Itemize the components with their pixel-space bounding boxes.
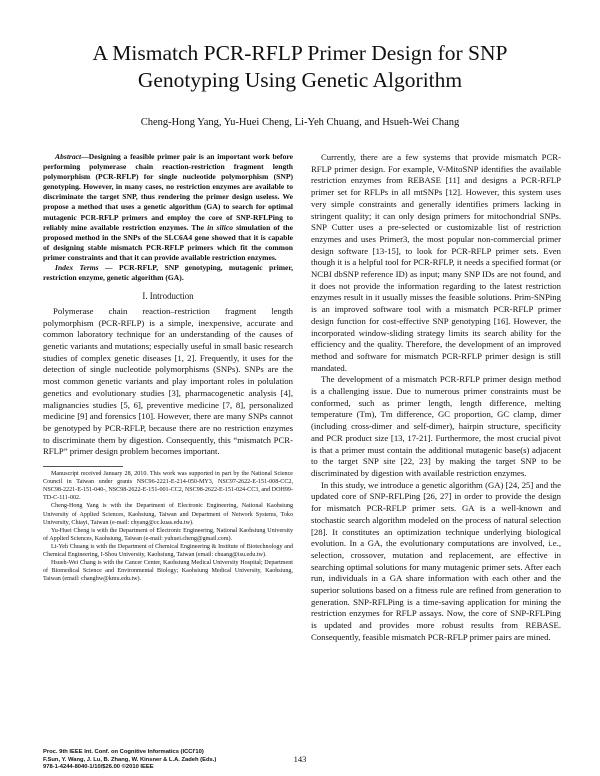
footnote-author-1: Cheng-Hong Yang is with the Department of Electronic Engineering, National Kaohsiung University of Applied Sciences, Kaohsiung, Taiwan and Department of Network Systems, Toko University, Chiayi, Taiwan (e-mail: chyang@cc.kuas.edu.tw). bbox=[43, 503, 293, 526]
footnote-author-2: Yu-Huei Cheng is with the Department of Electronic Engineering, National Kaohsiung University of Applied Sciences, Kaohsiung, Taiwan (e-mail: yuhuei.cheng@gmail.com). bbox=[43, 527, 293, 542]
footnote-funding: Manuscript received January 28, 2010. This work was supported in part by the National Science Council in Taiwan under grants NSC96-2221-E-214-050-MY3, NSC97-2622-E-151-008-CC2, NSC98-2221-E-151-040-, NSC98-2622-E-151-001-CC2, NSC98-2622-E-151-024-CC3, and DOH99-TD-C-111-002. bbox=[43, 471, 293, 502]
intro-paragraph: Polymerase chain reaction–restriction fragment length polymorphism (PCR-RFLP) is a simple, inexpensive, accurate and common laboratory technique for an understanding of the causes of genetic variants and mutations; especially useful in small basic research studies of complex genetic diseases [1, 2]. Frequently, it uses for the detection of single nucleotide polymorphisms (SNPs). SNPs are the most common genetic variants and play important roles in polulation genetics and evolutionary studies [3], pharmacogenetic analysis [4], malignancies studies [5, 6], preventive medicine [7, 8], personalized medicine [9] and forensics [10]. However, there are many SNPs cannot be genotyped by PCR-RFLP, because there are no restriction enzymes to discriminate them by digestion. Consequently, this “mismatch PCR-RFLP” primer design problem becomes important. bbox=[43, 305, 293, 457]
footer-line: Proc. 9th IEEE Int. Conf. on Cognitive Informatics (ICCI'10) bbox=[43, 749, 204, 755]
right-column bbox=[311, 152, 561, 644]
left-column bbox=[43, 152, 293, 583]
body-paragraph: Currently, there are a few systems that provide mismatch PCR-RFLP primer design. For example, V-MitoSNP identifies the available restriction enzymes from REBASE [11] and designs a PCR-RFLP primer set for RFLPs in all mtSNPs [12]. However, this system uses very simple constraints and generally identifies primers lacking in stringent quality; it can only design primers for mitochondrial SNPs. SNP Cutter uses a pre-selected or customizable list of restriction enzymes and uses Primer3, the most popular non-commercial primer design software [13-15], to look for PCR-RFLP primer sets. Even though it is a helpful tool for PCR-RFLP, it needs a specified format (or NCBI dbSNP reference ID) as input; many SNP IDs are not found, and it does not provide the information regarding to the latest restriction enzymes result in it usually misses the feasible solutions. Prim-SNPing is an improved software tool with a mismatch PCR-RFLP primer design function for cost-effective SNP genotyping [16]. However, the incorporated window-sliding strategy limits its search ability for the efficiency and the quality. Therefore, the development of an improved method and software for mismatch PCR-RFLP primer design is still mandated. bbox=[311, 152, 561, 373]
footnote-author-3: Li-Yeh Chuang is with the Department of Chemical Engineering & Institute of Biotechnology and Chemical Engineering, I-Shou University, Kaohsiung, Taiwan (email: chuang@isu.edu.tw). bbox=[43, 543, 293, 558]
abstract-text: —Designing a feasible primer pair is an important work before performing polymerase chain reaction-restriction fragment length polymorphism (PCR-RFLP) for single nucleotide polymorphism (SNP) genotyping. However, in many cases, no restriction enzymes are available to discriminate the target SNP, thus rendering the primer design useless. We propose a method that uses a genetic algorithm (GA) to search for optimal mutagenic PCR-RFLP primers and employ the core of SNP-RFLPing to reliably mine available restriction enzymes. The bbox=[43, 152, 293, 232]
abstract-label: Abstract bbox=[55, 152, 82, 161]
abstract-italic: in silico bbox=[207, 222, 233, 232]
page-number: 143 bbox=[293, 754, 307, 764]
index-terms bbox=[43, 263, 293, 283]
proceedings-footer bbox=[43, 749, 216, 772]
index-terms-label: Index Terms bbox=[55, 263, 99, 273]
paper-title: A Mismatch PCR-RFLP Primer Design for SNP Genotyping Using Genetic Algorithm bbox=[92, 41, 508, 92]
abstract bbox=[43, 152, 293, 263]
body-paragraph: In this study, we introduce a genetic algorithm (GA) [24, 25] and the updated core of SNP-RFLPing [26, 27] in order to provide the design for mismatch PCR-RFLP primer sets. GA is a well-known and stochastic search algorithm modeled on the process of natural selection [28]. It constitutes an optimization technique underlying biological evolution. In a GA, the evolutionary computations are involved, i.e., selection, crossover, mutation and replacement, are effective in searching optimal solutions for many mutagenic primer sets. After each run, individuals in a GA share information with each other and the superior solutions based on a fitness rule are refined from generation to generation. SNP-RFLPing is a time-saving application for mining the restriction enzymes for RFLP assays. Now, the core of SNP-RFLPing is updated and provides more robust results from REBASE. Consequently, feasible mismatch PCR-RFLP primer pairs are mined. bbox=[311, 479, 561, 642]
footnotes bbox=[43, 470, 293, 583]
index-terms-text: — PCR-RFLP, SNP genotyping, mutagenic primer, restriction enzyme, genetic algorithm (GA). bbox=[43, 263, 293, 283]
body-paragraph: The development of a mismatch PCR-RFLP primer design method is a challenging issue. Due to numerous primer constraints must be conformed, such as primer length, length difference, melting temperature (Tm), Tm difference, GC proportion, GC clamp, dimer (including cross-dimer and self-dimer), hairpin structure, specificity and PCR product size [13, 17-21]. Furthermore, the most crucial pivot is that a primer must contain the additional mutagenic base(s) adjacent to the target SNP site [22, 23] by making the target SNP to be discriminated by digestion with available restriction enzymes. bbox=[311, 374, 561, 478]
footnote-author-4: Hsueh-Wei Chang is with the Cancer Center, Kaohsiung Medical University Hospital; Department of Biomedical Science and Environmental Biology; Kaohsiung Medical University, Kaohsiung, Taiwan (email: changhw@kmu.edu.tw). bbox=[43, 560, 293, 583]
author-list: Cheng-Hong Yang, Yu-Huei Cheng, Li-Yeh Chuang, and Hsueh-Wei Chang bbox=[140, 117, 460, 128]
footnote-separator bbox=[43, 466, 123, 467]
abstract-text-end: simulation of the proposed method in the SNPs of the SLC6A4 gene showed that it is capable of designing stable mismatch PCR-RFLP primers which fit the common primer constraints and that it can provide available restriction enzymes. bbox=[43, 222, 294, 262]
footer-line: 978-1-4244-8040-1/10/$26.00 ©2010 IEEE bbox=[43, 764, 154, 770]
footer-line: F.Sun, Y. Wang, J. Lu, B. Zhang, W. Kinsner & L.A. Zadeh (Eds.) bbox=[43, 756, 217, 763]
section-heading: I. Introduction bbox=[142, 291, 194, 302]
